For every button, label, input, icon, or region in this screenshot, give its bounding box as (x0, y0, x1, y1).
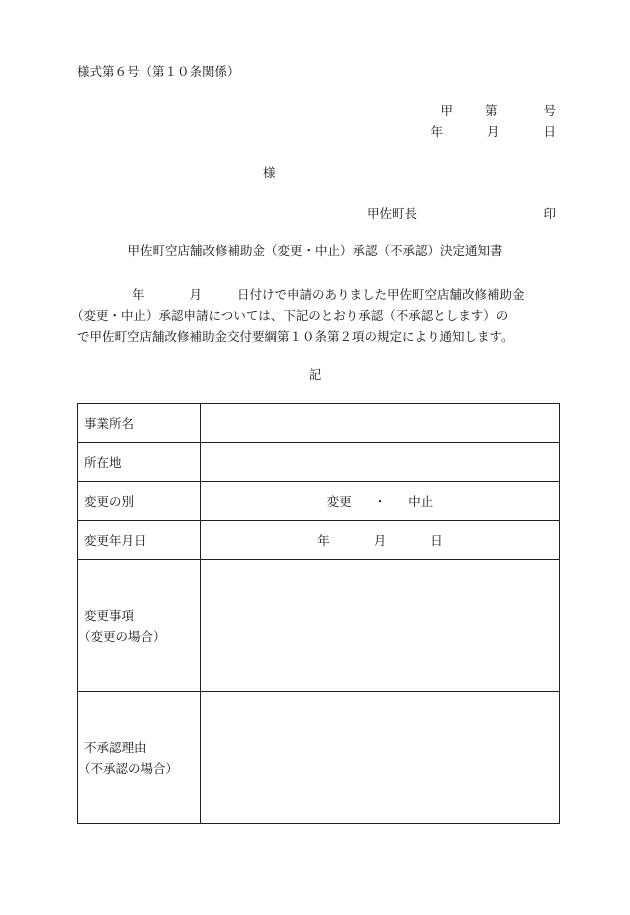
change-date-label: 変更年月日 (78, 521, 201, 560)
table-row-change-date (78, 521, 560, 560)
body-line-2: （変更・中止）承認申請については、下記のとおり承認（不承認とします）の (71, 308, 509, 323)
seal-mark: 印 (543, 206, 556, 221)
table-row-office-name (78, 404, 560, 443)
body-text (71, 284, 562, 347)
change-option: 変更 (326, 494, 352, 509)
table-row-reject-reason (78, 692, 560, 824)
form-number: 様式第６号（第１０条関係） (77, 64, 240, 79)
document-date (430, 122, 556, 140)
body-line-3: で甲佐町空店舗改修補助金交付要綱第１０条第２項の規定により通知します。 (77, 329, 514, 344)
table-row-location (78, 443, 560, 482)
change-items-label (78, 560, 201, 692)
reject-reason-field[interactable] (201, 692, 560, 824)
option-separator: ・ (373, 494, 387, 509)
office-name-label: 事業所名 (78, 404, 201, 443)
record-table (77, 403, 560, 824)
location-label: 所在地 (78, 443, 201, 482)
table-row-change-type (78, 482, 560, 521)
reject-reason-label (78, 692, 201, 824)
change-items-note: （変更の場合） (78, 629, 166, 644)
ki-heading: 記 (308, 367, 322, 382)
document-number (440, 101, 556, 119)
change-type-field[interactable] (201, 482, 560, 521)
date-day: 日 (543, 124, 556, 139)
table-row-change-items (78, 560, 560, 692)
document-number-prefix: 甲 (440, 103, 453, 118)
change-items-title: 変更事項 (84, 608, 135, 623)
reject-reason-title: 不承認理由 (84, 740, 147, 755)
change-date-month: 月 (373, 533, 387, 548)
reject-reason-note: （不承認の場合） (78, 761, 179, 776)
change-date-day: 日 (430, 533, 443, 548)
cancel-option: 中止 (408, 494, 434, 509)
document-number-go: 号 (543, 103, 556, 118)
change-date-year: 年 (317, 533, 330, 548)
addressee-suffix: 様 (263, 165, 276, 180)
body-line-1 (77, 284, 562, 305)
change-date-field[interactable] (201, 521, 560, 560)
date-year: 年 (430, 124, 443, 139)
sender-name: 甲佐町長 (367, 206, 418, 221)
document-number-dai: 第 (484, 103, 498, 118)
body-month: 月 (189, 287, 203, 302)
body-line-1-rest: 日付けで申請のありました甲佐町空店舗改修補助金 (237, 287, 525, 302)
change-type-label: 変更の別 (78, 482, 201, 521)
office-name-field[interactable] (201, 404, 560, 443)
change-items-field[interactable] (201, 560, 560, 692)
location-field[interactable] (201, 443, 560, 482)
body-year: 年 (132, 287, 145, 302)
date-month: 月 (486, 124, 500, 139)
document-title: 甲佐町空店舗改修補助金（変更・中止）承認（不承認）決定通知書 (127, 243, 503, 258)
